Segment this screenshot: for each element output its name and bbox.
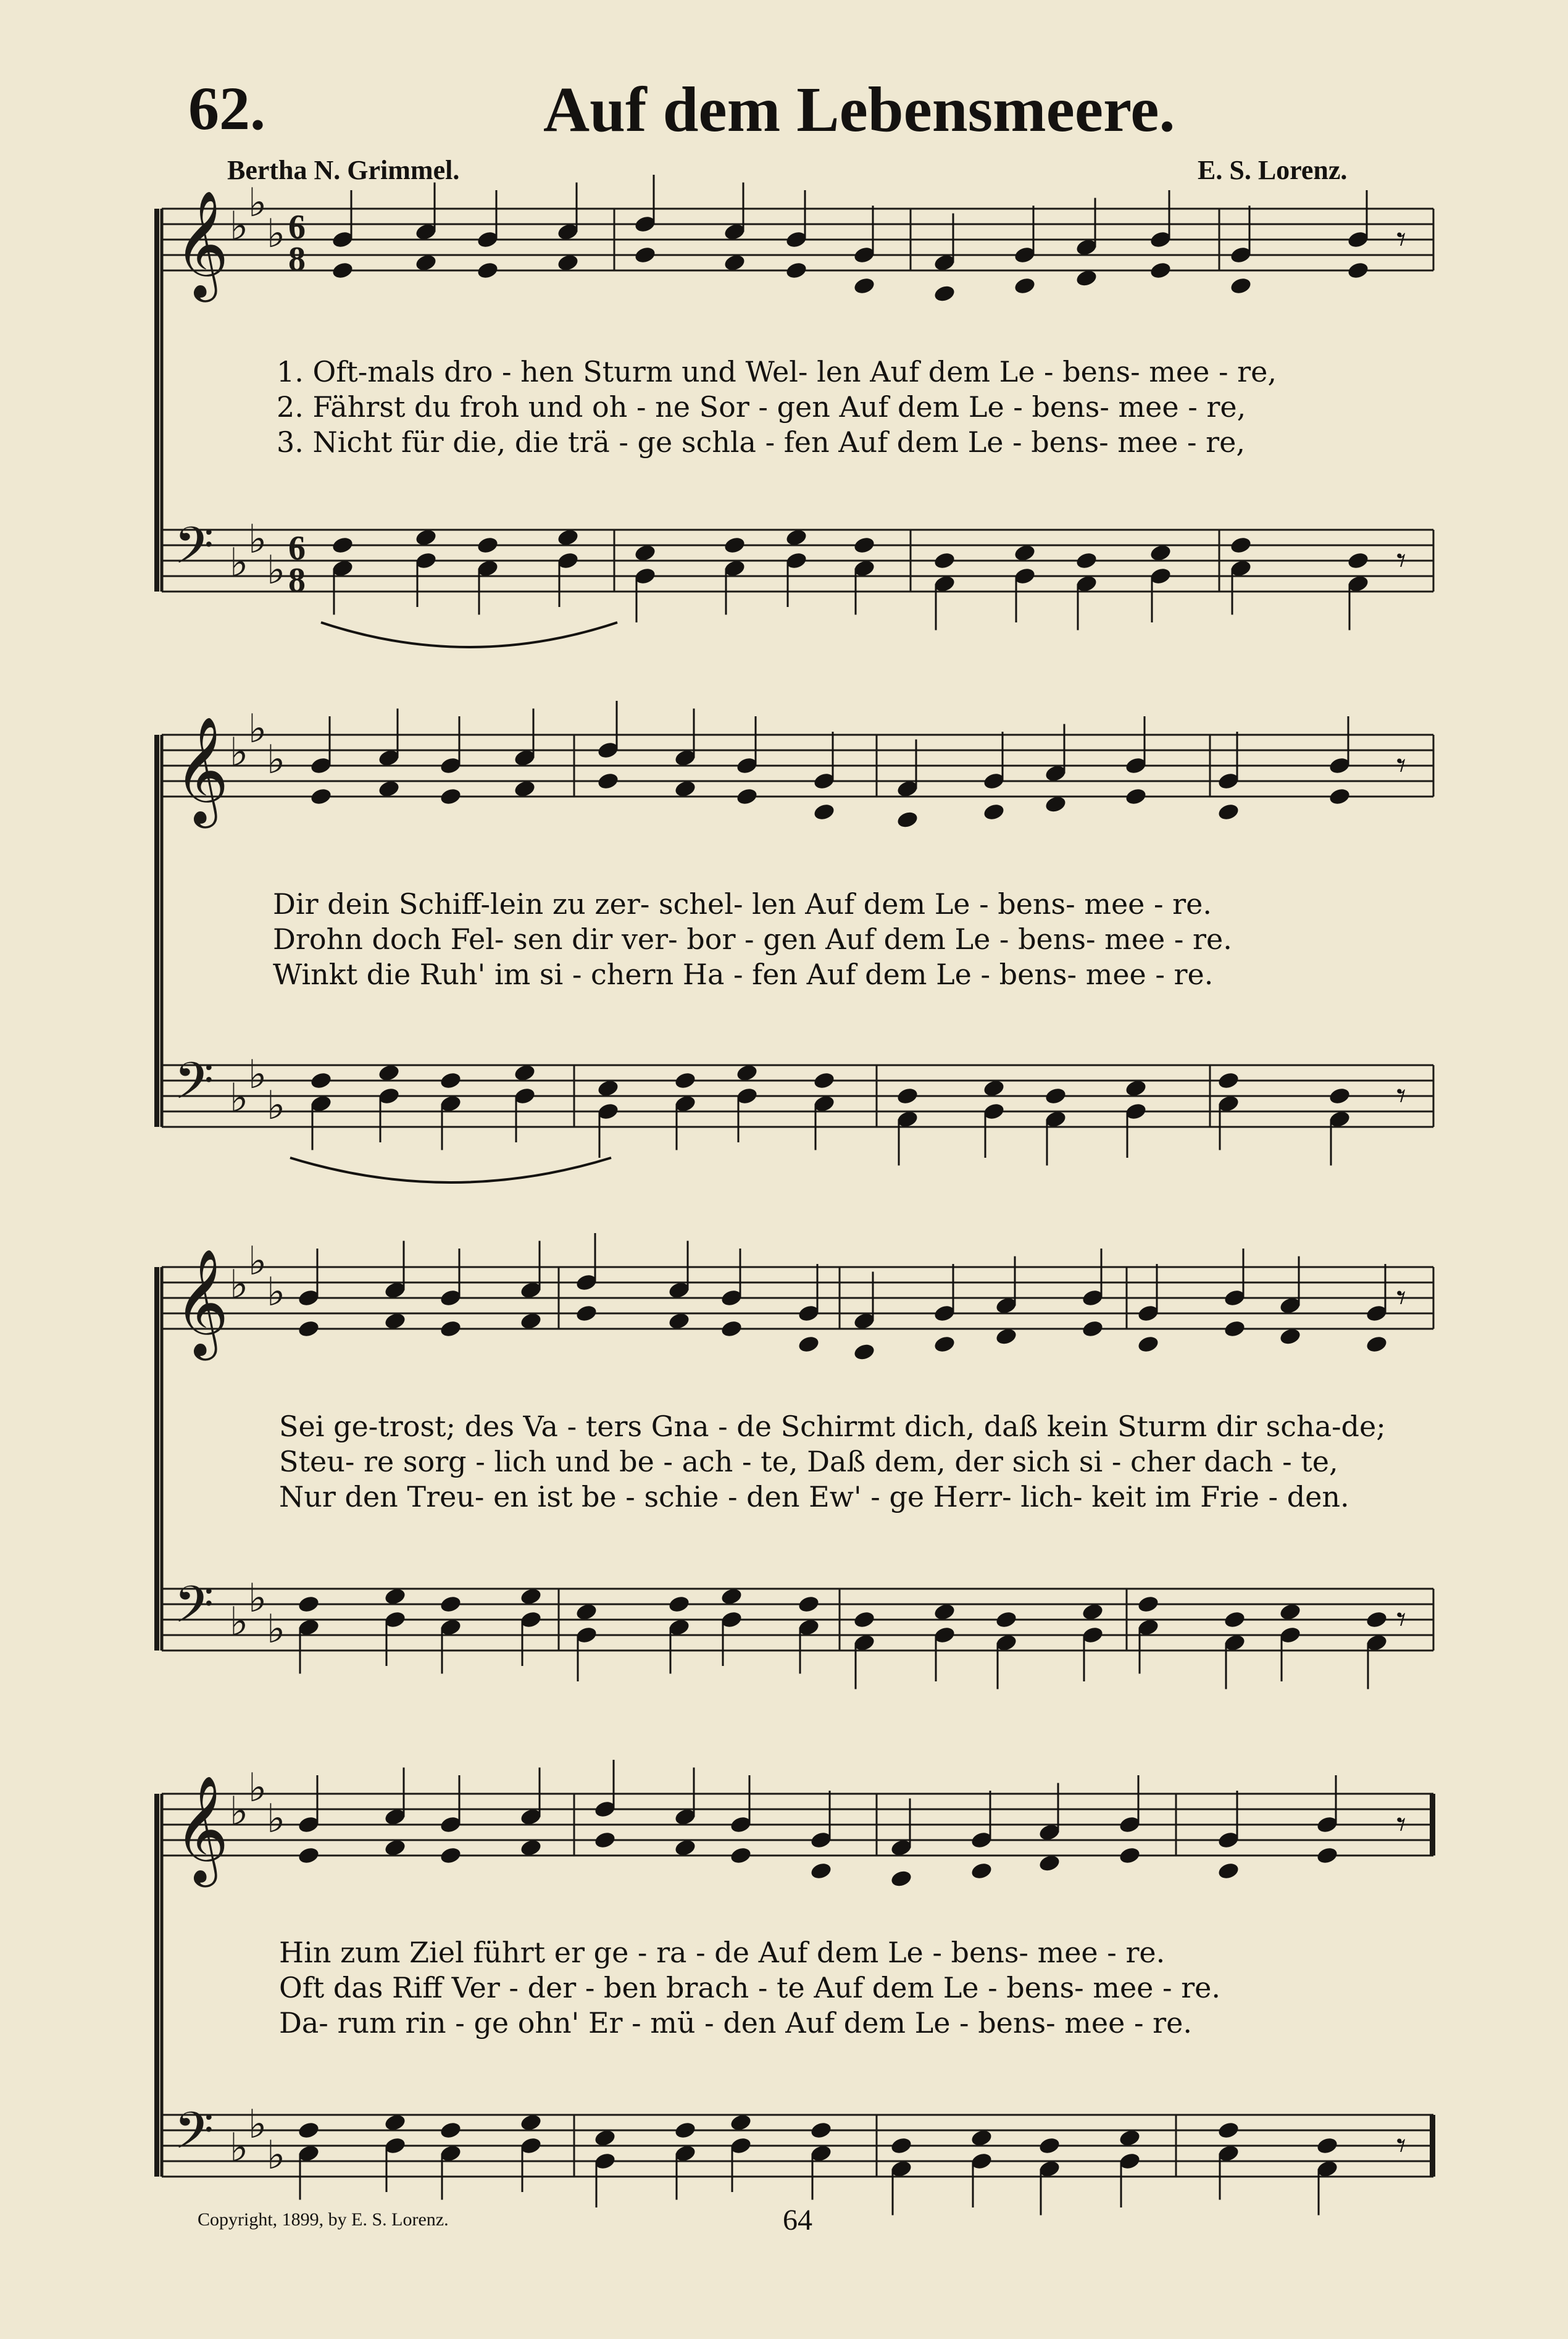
lyric-line: Winkt die Ruh' im si - chern Ha - fen Auf dem Le - bens- mee - re. <box>273 958 1214 991</box>
note-head <box>1229 276 1253 296</box>
lyric-line: 3. Nicht für die, die trä - ge schla - fen Auf dem Le - bens- mee - re, <box>277 425 1245 459</box>
note-head <box>933 551 956 571</box>
note-head <box>1081 1319 1104 1339</box>
note-head <box>673 1071 697 1090</box>
note-head <box>297 2120 320 2140</box>
note-head <box>1223 1319 1246 1339</box>
lyric-line: Hin zum Ziel führt er ge - ra - de Auf dem Le - bens- mee - re. <box>279 1936 1166 1969</box>
note-head <box>476 261 499 280</box>
composer-credit: E. S. Lorenz. <box>1198 155 1348 185</box>
time-signature: 8 <box>288 561 306 600</box>
lyricist-credit: Bertha N. Grimmel. <box>227 155 460 185</box>
eighth-rest: 𝄾 <box>1396 1276 1406 1320</box>
note-head <box>853 535 876 555</box>
final-bar-line <box>1430 2115 1435 2177</box>
bass-clef: 𝄢 <box>174 516 214 588</box>
lyric-line: Da- rum rin - ge ohn' Er - mü - den Auf dem Le - bens- mee - re. <box>279 2006 1192 2040</box>
note-head <box>797 1334 820 1354</box>
note-head <box>297 1846 320 1865</box>
note-head <box>723 535 746 555</box>
note-head <box>1365 1334 1388 1354</box>
note-head <box>785 261 808 280</box>
time-signature: 6 <box>288 208 306 246</box>
flat-symbol: ♭ <box>267 1796 286 1842</box>
note-head <box>1346 551 1370 571</box>
flat-symbol: ♭ <box>230 1789 249 1835</box>
note-head <box>575 1303 598 1323</box>
note-head <box>1044 1086 1067 1106</box>
note-head <box>720 1319 743 1339</box>
note-head <box>633 245 657 265</box>
flat-symbol: ♭ <box>267 737 286 783</box>
lyric-line: Drohn doch Fel- sen dir ver- bor - gen Auf dem Le - bens- mee - re. <box>273 923 1232 956</box>
note-head <box>1118 1846 1141 1865</box>
note-head <box>1316 1846 1339 1865</box>
note-head <box>309 1071 333 1090</box>
note-head <box>1013 276 1036 296</box>
page-number: 64 <box>783 2204 812 2236</box>
note-head <box>797 1594 820 1614</box>
note-head <box>970 1861 993 1881</box>
flat-symbol: ♭ <box>248 1765 267 1811</box>
lyric-line: 1. Oft-mals dro - hen Sturm und Wel- len Auf dem Le - bens- mee - re, <box>277 355 1277 388</box>
note-head <box>297 1319 320 1339</box>
flat-symbol: ♭ <box>230 1262 249 1308</box>
flat-symbol: ♭ <box>248 517 267 563</box>
note-head <box>309 787 333 806</box>
note-head <box>1124 787 1148 806</box>
flat-symbol: ♭ <box>230 1076 249 1121</box>
copyright-notice: Copyright, 1899, by E. S. Lorenz. <box>198 2209 449 2230</box>
flat-symbol: ♭ <box>248 2102 267 2148</box>
eighth-rest: 𝄾 <box>1396 1803 1406 1846</box>
tie-arc <box>321 622 617 647</box>
note-head <box>982 802 1006 822</box>
note-head <box>297 1594 320 1614</box>
note-head <box>1136 1594 1160 1614</box>
note-head <box>1075 551 1098 571</box>
flat-symbol: ♭ <box>248 180 267 226</box>
eighth-rest: 𝄾 <box>1396 2124 1406 2167</box>
final-bar-line <box>1430 1794 1435 1856</box>
note-head <box>593 1830 617 1850</box>
lyric-line: Sei ge-trost; des Va - ters Gna - de Schirmt dich, daß kein Sturm dir scha-de; <box>279 1410 1386 1443</box>
flat-symbol: ♭ <box>248 706 267 752</box>
note-head <box>1217 802 1240 822</box>
note-head <box>673 2120 697 2140</box>
note-head <box>1229 535 1253 555</box>
flat-symbol: ♭ <box>230 1599 249 1645</box>
note-head <box>1365 1610 1388 1630</box>
flat-symbol: ♭ <box>230 2125 249 2171</box>
note-head <box>667 1594 691 1614</box>
lyric-line: Steu- re sorg - lich und be - ach - te, Daß dem, der sich si - cher dach - te, <box>279 1445 1338 1478</box>
flat-symbol: ♭ <box>248 1239 267 1284</box>
note-head <box>1217 1861 1240 1881</box>
note-head <box>896 1086 919 1106</box>
lyric-line: Dir dein Schiff-lein zu zer- schel- len Auf dem Le - bens- mee - re. <box>273 887 1212 921</box>
note-head <box>933 1334 956 1354</box>
bass-clef: 𝄢 <box>174 1051 214 1123</box>
treble-clef: 𝄞 <box>174 716 229 824</box>
note-head <box>1217 2120 1240 2140</box>
note-head <box>853 1342 876 1362</box>
flat-symbol: ♭ <box>267 1607 286 1652</box>
hymn-number: 62. <box>188 74 265 143</box>
note-head <box>1149 261 1172 280</box>
system-bracket <box>154 735 159 1127</box>
note-head <box>995 1610 1018 1630</box>
note-head <box>735 787 759 806</box>
bass-clef: 𝄢 <box>174 1575 214 1647</box>
eighth-rest: 𝄾 <box>1396 1074 1406 1118</box>
system-bracket <box>154 1267 159 1651</box>
note-head <box>439 1071 462 1090</box>
note-head <box>933 284 956 304</box>
treble-clef: 𝄞 <box>174 1249 229 1356</box>
note-head <box>729 1846 753 1865</box>
note-head <box>1328 1086 1351 1106</box>
note-head <box>331 535 354 555</box>
note-head <box>812 802 836 822</box>
flat-symbol: ♭ <box>230 540 249 586</box>
note-head <box>439 1319 462 1339</box>
treble-clef: 𝄞 <box>174 190 229 298</box>
note-head <box>1328 787 1351 806</box>
note-head <box>853 276 876 296</box>
eighth-rest: 𝄾 <box>1396 539 1406 582</box>
flat-symbol: ♭ <box>267 1083 286 1129</box>
note-head <box>890 2136 913 2156</box>
note-head <box>1136 1334 1160 1354</box>
tie-arc <box>290 1158 611 1182</box>
note-head <box>1223 1610 1246 1630</box>
note-head <box>331 261 354 280</box>
note-head <box>1346 261 1370 280</box>
eighth-rest: 𝄾 <box>1396 1598 1406 1641</box>
flat-symbol: ♭ <box>267 548 286 593</box>
note-head <box>896 810 919 830</box>
lyric-line: 2. Fährst du froh und oh - ne Sor - gen Auf dem Le - bens- mee - re, <box>277 390 1246 424</box>
note-head <box>809 1861 833 1881</box>
note-head <box>809 2120 833 2140</box>
treble-clef: 𝄞 <box>174 1775 229 1883</box>
flat-symbol: ♭ <box>230 730 249 776</box>
note-head <box>1217 1071 1240 1090</box>
system-bracket <box>154 1794 159 2177</box>
hymn-title: Auf dem Lebensmeere. <box>543 74 1175 145</box>
lyric-line: Nur den Treu- en ist be - schie - den Ew' - ge Herr- lich- keit im Frie - den. <box>279 1480 1349 1513</box>
system-bracket <box>154 209 159 592</box>
note-head <box>853 1610 876 1630</box>
note-head <box>596 771 620 791</box>
note-head <box>890 1869 913 1889</box>
eighth-rest: 𝄾 <box>1396 744 1406 787</box>
note-head <box>439 1594 462 1614</box>
bass-clef: 𝄢 <box>174 2101 214 2173</box>
note-head <box>476 535 499 555</box>
flat-symbol: ♭ <box>248 1052 267 1098</box>
time-signature: 6 <box>288 529 306 567</box>
eighth-rest: 𝄾 <box>1396 218 1406 261</box>
time-signature: 8 <box>288 240 306 278</box>
note-head <box>1316 2136 1339 2156</box>
note-head <box>439 2120 462 2140</box>
flat-symbol: ♭ <box>248 1576 267 1621</box>
flat-symbol: ♭ <box>267 211 286 257</box>
note-head <box>439 1846 462 1865</box>
flat-symbol: ♭ <box>267 1270 286 1315</box>
lyric-line: Oft das Riff Ver - der - ben brach - te Auf dem Le - bens- mee - re. <box>279 1971 1221 2004</box>
note-head <box>439 787 462 806</box>
flat-symbol: ♭ <box>267 2133 286 2178</box>
note-head <box>1038 2136 1061 2156</box>
flat-symbol: ♭ <box>230 204 249 249</box>
note-head <box>812 1071 836 1090</box>
